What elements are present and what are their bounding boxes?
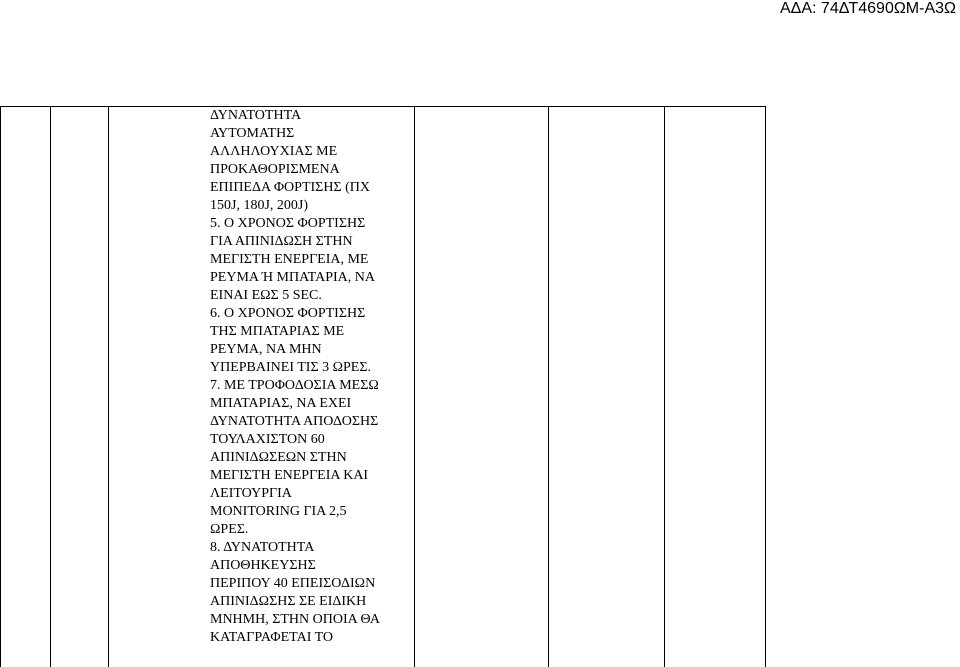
description-line: ΑΠΙΝΙΔΩΣΕΩΝ ΣΤΗΝ	[210, 450, 347, 465]
column-border	[664, 106, 665, 667]
description-line: ΠΡΟΚΑΘΟΡΙΣΜΕΝΑ	[210, 162, 340, 177]
column-border	[50, 106, 51, 667]
document-id-code: ΑΔΑ: 74ΔΤ4690ΩΜ-Α3Ω	[780, 0, 956, 17]
description-line: ΜΠΑΤΑΡΙΑΣ, ΝΑ ΕΧΕΙ	[210, 396, 352, 411]
description-line: ΛΕΙΤΟΥΡΓΙΑ	[210, 486, 292, 501]
description-line: 150J, 180J, 200J)	[210, 198, 309, 213]
column-border	[548, 106, 549, 667]
column-border	[108, 106, 109, 667]
description-line: ΑΠΟΘΗΚΕΥΣΗΣ	[210, 558, 316, 573]
description-line: ΕΠΙΠΕΔΑ ΦΟΡΤΙΣΗΣ (ΠΧ	[210, 180, 370, 195]
column-border	[0, 106, 1, 667]
description-line: ΚΑΤΑΓΡΑΦΕΤΑΙ ΤΟ	[210, 630, 334, 645]
description-line: ΜΕΓΙΣΤΗ ΕΝΕΡΓΕΙΑ, ΜΕ	[210, 252, 369, 267]
description-line: ΥΠΕΡΒΑΙΝΕΙ ΤΙΣ 3 ΩΡΕΣ.	[210, 360, 371, 375]
description-cell	[210, 107, 410, 647]
description-line: ΩΡΕΣ.	[210, 522, 249, 537]
description-line: 5. Ο ΧΡΟΝΟΣ ΦΟΡΤΙΣΗΣ	[210, 216, 366, 231]
description-line: ΔΥΝΑΤΟΤΗΤΑ ΑΠΟΔΟΣΗΣ	[210, 414, 379, 429]
column-border	[414, 106, 415, 667]
description-line: ΡΕΥΜΑ Ή ΜΠΑΤΑΡΙΑ, ΝΑ	[210, 270, 375, 285]
description-line: ΑΥΤΟΜΑΤΗΣ	[210, 126, 295, 141]
description-line: ΕΙΝΑΙ ΕΩΣ 5 SEC.	[210, 288, 322, 303]
description-line: ΤΟΥΛΑΧΙΣΤΟΝ 60	[210, 432, 325, 447]
description-line: ΠΕΡΙΠΟΥ 40 ΕΠΕΙΣΟΔΙΩΝ	[210, 576, 376, 591]
description-line: ΤΗΣ ΜΠΑΤΑΡΙΑΣ ΜΕ	[210, 324, 345, 339]
description-line: ΡΕΥΜΑ, ΝΑ ΜΗΝ	[210, 342, 322, 357]
description-line: 6. Ο ΧΡΟΝΟΣ ΦΟΡΤΙΣΗΣ	[210, 306, 366, 321]
description-line: ΓΙΑ ΑΠΙΝΙΔΩΣΗ ΣΤΗΝ	[210, 234, 353, 249]
column-border	[765, 106, 766, 667]
description-line: ΑΛΛΗΛΟΥΧΙΑΣ ΜΕ	[210, 144, 338, 159]
description-line: ΔΥΝΑΤΟΤΗΤΑ	[210, 108, 302, 123]
description-line: MONITORING ΓΙΑ 2,5	[210, 504, 347, 519]
table-row	[0, 106, 960, 667]
description-line: ΜΕΓΙΣΤΗ ΕΝΕΡΓΕΙΑ ΚΑΙ	[210, 468, 369, 483]
description-line: 7. ΜΕ ΤΡΟΦΟΔΟΣΙΑ ΜΕΣΩ	[210, 378, 379, 393]
description-line: ΑΠΙΝΙΔΩΣΗΣ ΣΕ ΕΙΔΙΚΗ	[210, 594, 367, 609]
description-line: 8. ΔΥΝΑΤΟΤΗΤΑ	[210, 540, 315, 555]
description-line: ΜΝΗΜΗ, ΣΤΗΝ ΟΠΟΙΑ ΘΑ	[210, 612, 381, 627]
